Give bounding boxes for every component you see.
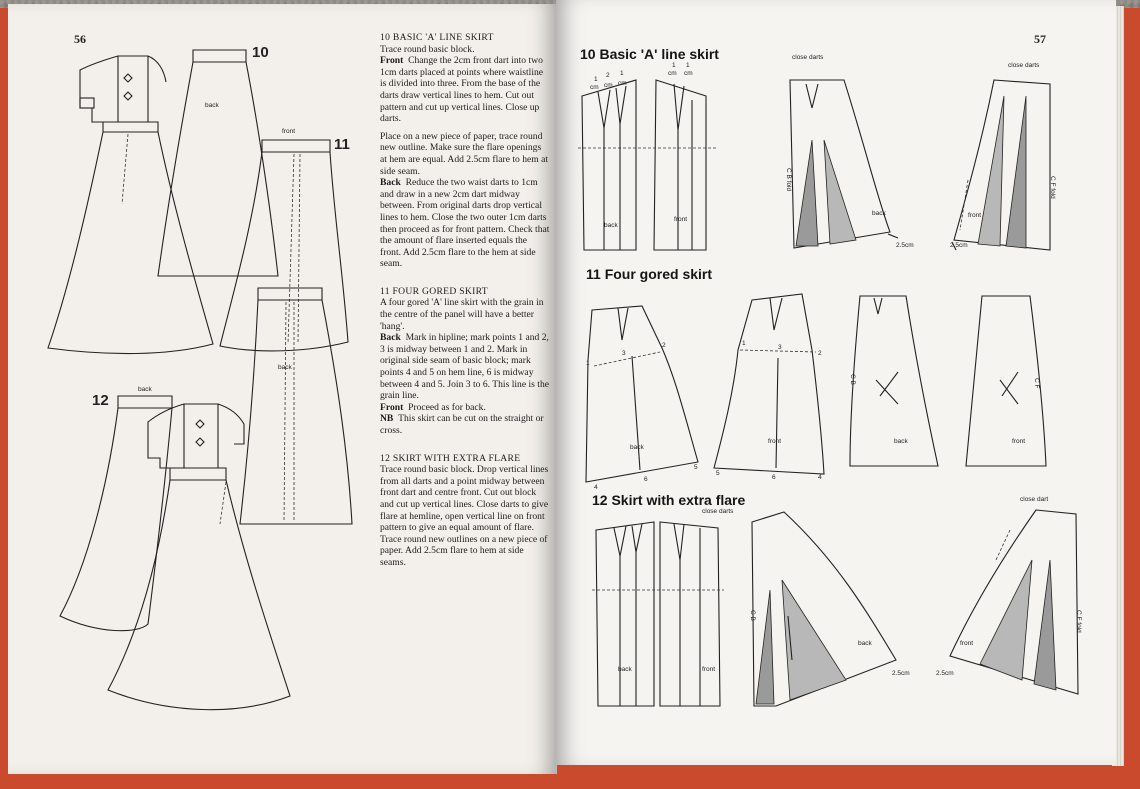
label-close-darts-10: close darts [792, 54, 824, 61]
label-cm-e: cm [684, 70, 693, 77]
label-point-2b: 2 [818, 350, 822, 357]
section-10-back-text: Reduce the two waist darts to 1cm and draw in a new 2cm dart midway between. From original darts drop vertical lines to hem. Close the two outer 1cm darts then proceed as for front pattern. Check that the amount of flare inserted equals the front. Add 2.5cm flare to the hem at side seam. [380, 177, 550, 270]
label-cm-d: cm [668, 70, 677, 77]
label-point-3: 3 [622, 350, 626, 357]
label-front-12: front [702, 666, 716, 673]
label-num-1c: 1 [672, 62, 676, 69]
left-page-number: 56 [74, 32, 86, 46]
pattern-diagrams [556, 0, 1116, 765]
right-page-number: 57 [1034, 32, 1046, 46]
section-10-front-text: Change the 2cm front dart into two 1cm darts placed at points where waistline is divided into three. From the base of the darts draw vertical lines to hem. Cut out pattern and cut up vertical lines. Close up darts. [380, 55, 544, 125]
label-back-10: back [604, 222, 618, 229]
label-cm-a: cm [590, 84, 599, 91]
label-num-2: 2 [606, 72, 610, 79]
label-2-5cm-a: 2.5cm [896, 242, 914, 249]
section-11-heading: 11 FOUR GORED SKIRT [380, 285, 488, 297]
label-back-11: back [630, 444, 644, 451]
title-four-gored-skirt: 11 Four gored skirt [586, 266, 713, 282]
label-point-4b: 4 [818, 474, 822, 481]
label-close-darts-12: close darts [702, 508, 734, 515]
drawing-label-back-12: back [138, 386, 152, 393]
label-cf-fold-10: C F fold [1049, 176, 1056, 199]
section-10-heading: 10 BASIC 'A' LINE SKIRT [380, 32, 494, 43]
label-point-4: 4 [594, 484, 598, 491]
section-11-front-text: Proceed as for back. [408, 401, 486, 413]
section-10-paragraph-2: Place on a new piece of paper, trace round new outline. Make sure the flare openings at hem are equal. Add 2.5cm flare to hem at side seam. [380, 130, 549, 177]
label-point-6b: 6 [772, 474, 776, 481]
section-10-back-label: Back [380, 177, 401, 189]
label-back-10b: back [872, 210, 886, 217]
label-front-10b: front [968, 212, 982, 219]
label-cb-fold-10: C B fold [785, 168, 792, 192]
section-11-nb-label: NB [380, 413, 394, 425]
section-12-heading: 12 SKIRT WITH EXTRA FLARE [380, 452, 521, 464]
section-11-back-label: Back [380, 332, 401, 344]
label-point-5: 5 [694, 464, 698, 471]
section-11-paragraph-1: A four gored 'A' line skirt with the grain in the centre of the panel will have a better 'hang'. [380, 297, 544, 332]
figure-label-10: 10 [252, 44, 269, 61]
label-close-dart-12: close dart [1020, 496, 1049, 503]
figure-label-12: 12 [92, 392, 109, 409]
label-point-2: 2 [662, 342, 666, 349]
drawing-label-front-11: front [282, 128, 296, 135]
label-cf-11: C F [1033, 378, 1040, 389]
label-front-11b: front [1012, 438, 1026, 445]
label-back-11b: back [894, 438, 908, 445]
label-cb-12: C B [749, 610, 756, 621]
label-cm-c: cm [618, 80, 627, 87]
label-point-3b: 3 [778, 344, 782, 351]
label-num-1d: 1 [686, 62, 690, 69]
label-num-1: 1 [594, 76, 598, 83]
label-2-5cm-c: 2.5cm [892, 670, 910, 677]
label-back-12b: back [858, 640, 872, 647]
right-page [556, 0, 1116, 765]
label-close-darts-10b: close darts [1008, 62, 1040, 69]
label-point-6: 6 [644, 476, 648, 483]
label-point-1: 1 [586, 360, 590, 367]
label-point-1b: 1 [742, 340, 746, 347]
label-cb-11: C B [849, 374, 856, 385]
section-10-lead: Trace round basic block. [380, 43, 475, 55]
section-11-nb-text: This skirt can be cut on the straight or cross. [380, 413, 544, 436]
drawing-label-back-10: back [205, 102, 219, 109]
left-page [8, 4, 557, 774]
title-skirt-extra-flare: 12 Skirt with extra flare [592, 492, 746, 508]
fashion-illustrations [8, 4, 368, 764]
label-2-5cm-d: 2.5cm [936, 670, 954, 677]
section-10-front-label: Front [380, 55, 404, 67]
title-basic-a-line-skirt: 10 Basic 'A' line skirt [580, 46, 719, 62]
label-cm-b: cm [604, 82, 613, 89]
section-12-paragraph-1: Trace round basic block. Drop vertical lines from all darts and a point midway between front dart and centre front. Cut out block and cut up vertical lines. Close darts to give flare at hemline, open vertical line on front pattern to give an equal amount of flare. Trace round new outlines on a new piece of paper. Add 2.5cm flare to hem at side seams. [380, 464, 549, 568]
label-cf-fold-12: C F fold [1075, 610, 1082, 633]
label-front-10: front [674, 216, 688, 223]
label-front-11: front [768, 438, 782, 445]
figure-label-11: 11 [334, 136, 350, 153]
label-point-5b: 5 [716, 470, 720, 477]
instruction-text-column [380, 32, 550, 575]
drawing-label-back-11: back [278, 364, 292, 371]
label-2-5cm-b: 2.5cm [950, 242, 968, 249]
label-back-12: back [618, 666, 632, 673]
label-num-1b: 1 [620, 70, 624, 77]
section-11-back-text: Mark in hipline; mark points 1 and 2, 3 is midway between 1 and 2. Mark in original side seam of basic block; mark points 4 and 5 on hem line, 6 is midway between 4 and 5. Join 3 to 6. This line is the grain line. [380, 332, 550, 402]
label-front-12b: front [960, 640, 974, 647]
section-11-front-label: Front [380, 401, 404, 413]
